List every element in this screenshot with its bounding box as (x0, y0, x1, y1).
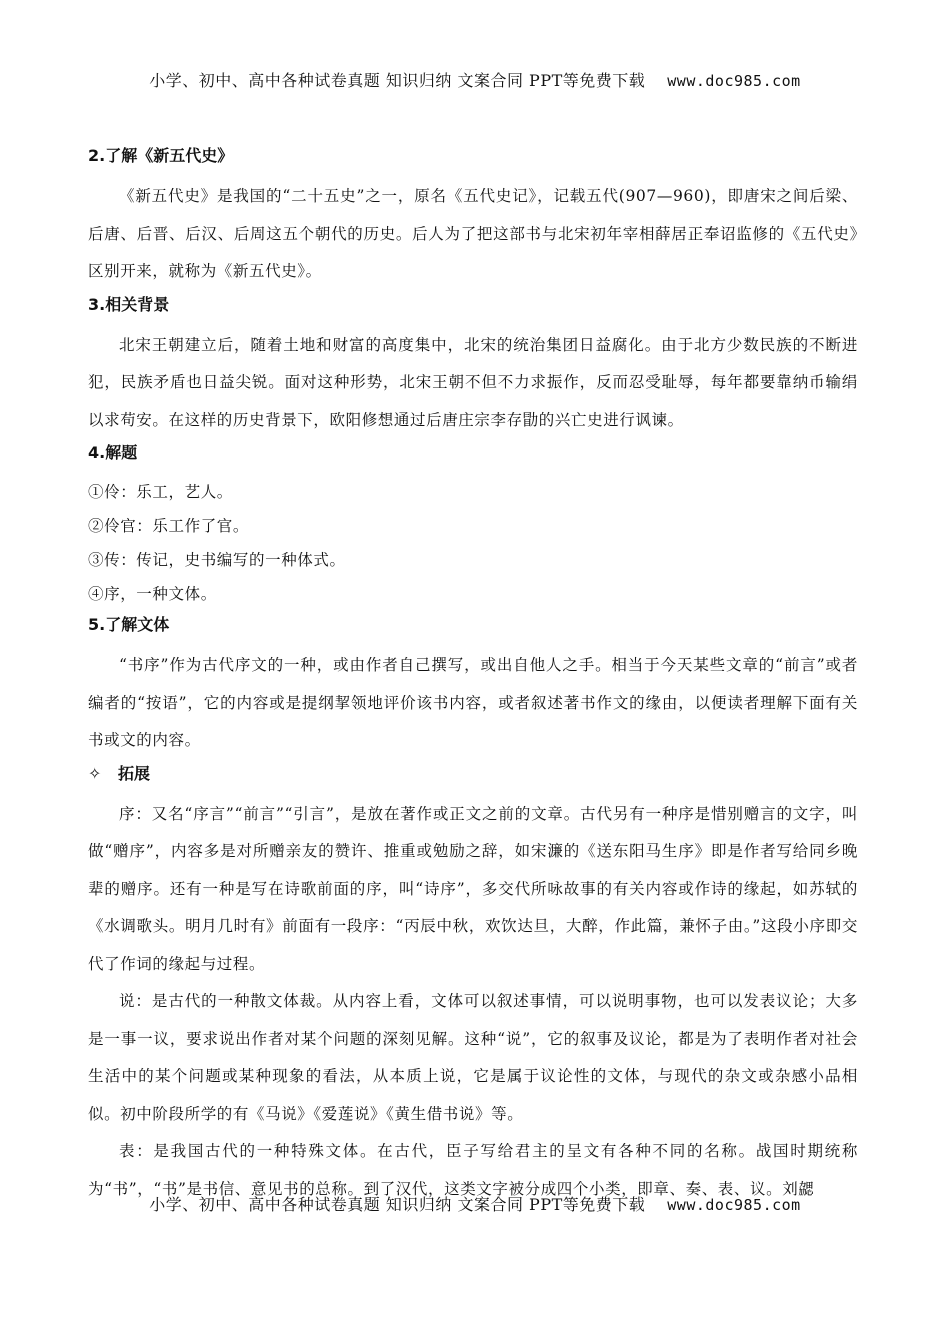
section-3-paragraph: 北宋王朝建立后，随着土地和财富的高度集中，北宋的统治集团日益腐化。由于北方少数民族的不断进犯，民族矛盾也日益尖锐。面对这种形势，北宋王朝不但不力求振作，反而忍受耻辱，每年都要靠纳币输绢以求苟安。在这样的历史背景下，欧阳修想通过后唐庄宗李存勖的兴亡史进行讽谏。 (88, 335, 858, 429)
extension-heading (88, 760, 858, 796)
list-item: ①伶：乐工，艺人。 (88, 483, 233, 501)
section-5-paragraph: “书序”作为古代序文的一种，或由作者自己撰写，或出自他人之手。相当于今天某些文章的“前言”或者编者的“按语”，它的内容或是提纲挈领地评价该书内容，或者叙述著书作文的缘由，以便读者理解下面有关书或文的内容。 (88, 656, 858, 749)
section-4-title: 4.解题 (88, 443, 138, 462)
sparkle-icon: ✧ (88, 763, 102, 783)
footer-text: 小学、初中、高中各种试卷真题 知识归纳 文案合同 PPT等免费下载 (149, 1195, 646, 1214)
list-item: ④序，一种文体。 (88, 585, 217, 603)
header-url[interactable]: www.doc985.com (667, 72, 801, 90)
section-2-title: 2.了解《新五代史》 (88, 146, 234, 165)
page-footer (0, 1192, 950, 1215)
section-2-paragraph: 《新五代史》是我国的“二十五史”之一，原名《五代史记》，记载五代(907—960)，即唐宋之间后梁、后唐、后晋、后汉、后周这五个朝代的历史。后人为了把这部书与北宋初年宰相薛居正奉诏监修的《五代史》区别开来，就称为《新五代史》。 (88, 187, 858, 280)
extension-paragraph-preface: 序：又名“序言”“前言”“引言”，是放在著作或正文之前的文章。古代另有一种序是惜别赠言的文字，叫做“赠序”，内容多是对所赠亲友的赞许、推重或勉励之辞，如宋濂的《送东阳马生序》即是作者写给同乡晚辈的赠序。还有一种是写在诗歌前面的序，叫“诗序”，多交代所咏故事的有关内容或作诗的缘起，如苏轼的《水调歌头。明月几时有》前面有一段序：“丙辰中秋，欢饮达旦，大醉，作此篇，兼怀子由。”这段小序即交代了作词的缘起与过程。 (88, 804, 858, 973)
list-item: ③传：传记，史书编写的一种体式。 (88, 551, 346, 569)
section-5-title: 5.了解文体 (88, 615, 170, 634)
document-body (88, 142, 858, 1208)
footer-url[interactable]: www.doc985.com (667, 1196, 801, 1214)
extension-paragraph-biao: 表：是我国古代的一种特殊文体。在古代，臣子写给君主的呈文有各种不同的名称。战国时期统称为“书”，“书”是书信、意见书的总称。到了汉代，这类文字被分成四个小类，即章、奏、表、议。刘勰 (88, 1142, 858, 1198)
extension-paragraph-shuo: 说：是古代的一种散文体裁。从内容上看，文体可以叙述事情，可以说明事物，也可以发表议论；大多是一事一议，要求说出作者对某个问题的深刻见解。这种“说”，它的叙事及议论，都是为了表明作者对社会生活中的某个问题或某种现象的看法，从本质上说，它是属于议论性的文体，与现代的杂文或杂感小品相似。初中阶段所学的有《马说》《爱莲说》《黄生借书说》等。 (88, 992, 858, 1123)
header-text: 小学、初中、高中各种试卷真题 知识归纳 文案合同 PPT等免费下载 (149, 71, 646, 90)
page-header (0, 68, 950, 91)
list-item: ②伶官：乐工作了官。 (88, 517, 250, 535)
extension-title: 拓展 (118, 763, 151, 783)
section-3-title: 3.相关背景 (88, 294, 170, 314)
